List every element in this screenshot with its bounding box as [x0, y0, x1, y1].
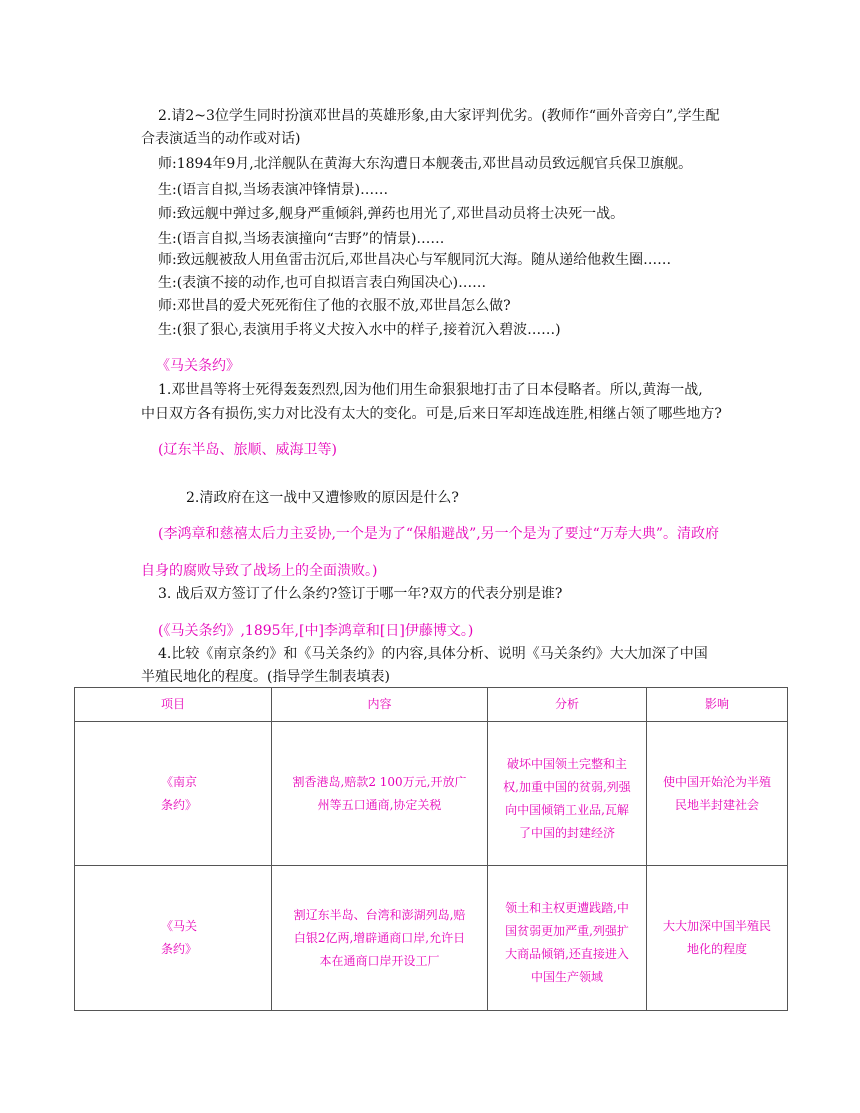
question-2: 2.清政府在这一战中又遭惨败的原因是什么?: [186, 490, 459, 506]
dialogue-line: 师:致远舰中弹过多,舰身严重倾斜,弹药也用光了,邓世昌动员将士决死一战。: [158, 206, 625, 222]
dialogue-line: 生:(表演不接的动作,也可自拟语言表白殉国决心)……: [158, 275, 487, 291]
question-4-line1: 4.比较《南京条约》和《马关条约》的内容,具体分析、说明《马关条约》大大加深了中国: [158, 646, 708, 662]
question-2-intro-line2: 合表演适当的动作或对话): [141, 131, 301, 147]
dialogue-line: 师:致远舰被敌人用鱼雷击沉后,邓世昌决心与军舰同沉大海。随从递给他救生圈……: [158, 252, 672, 268]
dialogue-line: 师:1894年9月,北洋舰队在黄海大东沟遭日本舰袭击,邓世昌动员致远舰官兵保卫旗舰。: [158, 156, 693, 172]
header-item: 项目: [75, 688, 272, 722]
question-1-line2: 中日双方各有损伤,实力对比没有太大的变化。可是,后来日军却连战连胜,相继占领了哪些地方?: [141, 406, 722, 422]
dialogue-line: 师:邓世昌的爱犬死死衔住了他的衣服不放,邓世昌怎么做?: [158, 298, 511, 314]
header-content: 内容: [272, 688, 488, 722]
content-cell: 割辽东半岛、台湾和澎湖列岛,赔 白银2亿两,增辟通商口岸,允许日 本在通商口岸开设工厂: [272, 866, 488, 1011]
table-row: [75, 722, 788, 866]
answer-3: (《马关条约》,1895年,[中]李鸿章和[日]伊藤博文。): [158, 623, 474, 639]
table-row: [75, 866, 788, 1011]
content-cell: 割香港岛,赔款2 100万元,开放广 州等五口通商,协定关税: [272, 722, 488, 866]
dialogue-line: 生:(语言自拟,当场表演冲锋情景)……: [158, 182, 389, 198]
question-4-line2: 半殖民地化的程度。(指导学生制表填表): [141, 669, 390, 685]
treaty-comparison-table: [74, 687, 788, 1011]
header-analysis: 分析: [488, 688, 647, 722]
question-2-intro-line1: 2.请2~3位学生同时扮演邓世昌的英雄形象,由大家评判优劣。(教师作“画外音旁白”,学生配: [158, 108, 720, 124]
answer-2-line1: (李鸿章和慈禧太后力主妥协,一个是为了“保船避战”,另一个是为了要过“万寿大典”。清政府: [158, 526, 719, 542]
section-title: 《马关条约》: [156, 358, 240, 374]
table-header-row: [75, 688, 788, 722]
question-3: 3. 战后双方签订了什么条约?签订于哪一年?双方的代表分别是谁?: [158, 586, 563, 602]
dialogue-line: 生:(语言自拟,当场表演撞向“吉野”的情景)……: [158, 231, 445, 247]
answer-1: (辽东半岛、旅顺、威海卫等): [158, 442, 337, 458]
dialogue-line: 生:(狠了狠心,表演用手将义犬按入水中的样子,接着沉入碧波……): [158, 322, 561, 338]
question-1-line1: 1.邓世昌等将士死得轰轰烈烈,因为他们用生命狠狠地打击了日本侵略者。所以,黄海一战,: [158, 382, 703, 398]
impact-cell: 大大加深中国半殖民 地化的程度: [647, 866, 788, 1011]
impact-cell: 使中国开始沦为半殖 民地半封建社会: [647, 722, 788, 866]
item-cell: 《马关 条约》: [75, 866, 272, 1011]
item-cell: 《南京 条约》: [75, 722, 272, 866]
header-impact: 影响: [647, 688, 788, 722]
analysis-cell: 领土和主权更遭践踏,中 国贫弱更加严重,列强扩 大商品倾销,还直接进入 中国生产领域: [488, 866, 647, 1011]
answer-2-line2: 自身的腐败导致了战场上的全面溃败。): [141, 563, 378, 579]
analysis-cell: 破坏中国领土完整和主 权,加重中国的贫弱,列强 向中国倾销工业品,瓦解 了中国的封建经济: [488, 722, 647, 866]
